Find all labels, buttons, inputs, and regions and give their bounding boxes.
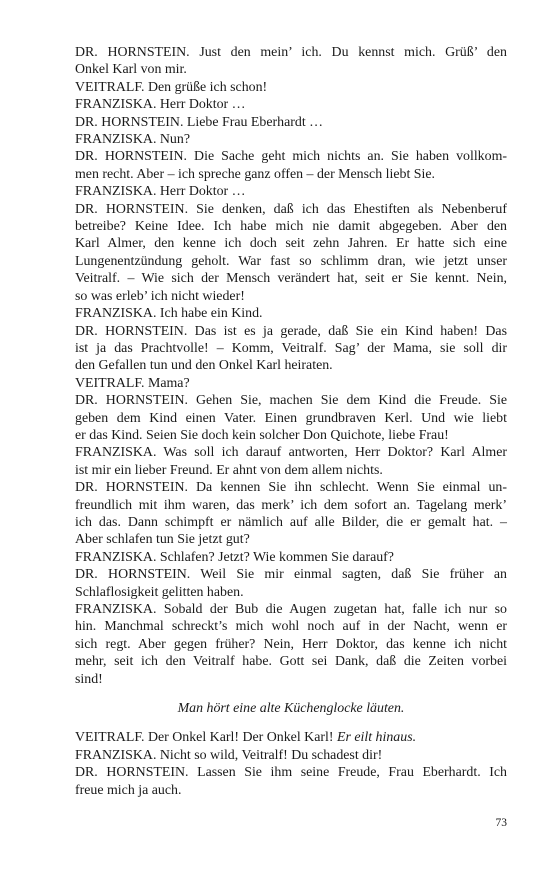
text-line: FRANZISKA. Herr Doktor … (75, 97, 246, 113)
text-line: DR. HORNSTEIN. Just den mein’ ich. Du kennst mich. Grüß’ den (75, 45, 507, 60)
text-line: DR. HORNSTEIN. Da kennen Sie ihn schlecht. Wenn Sie einmal un- (75, 480, 507, 496)
text-line: Aber schlafen tun Sie jetzt gut? (75, 532, 250, 548)
text-line: Karl Almer, den kenne ich doch seit zehn Jahren. Er hatte sich eine (75, 236, 507, 252)
page-body (75, 44, 507, 799)
text-line: FRANZISKA. Ich habe ein Kind. (75, 306, 263, 322)
text-line: FRANZISKA. Herr Doktor … (75, 184, 246, 200)
text-line: FRANZISKA. Sobald der Bub die Augen zugetan hat, falle ich nur so (75, 602, 507, 617)
text-line: hin. Manchmal schreckt’s mich wohl noch auf in der Nacht, wenn er (75, 619, 507, 635)
text-line: DR. HORNSTEIN. Sie denken, daß ich das Ehestiften als Nebenberuf (75, 201, 507, 217)
text-line (75, 747, 507, 764)
text-line: er das Kind. Seien Sie doch kein solcher Don Quichote, liebe Frau! (75, 427, 449, 443)
text-line: DR. HORNSTEIN. Gehen Sie, machen Sie dem Kind die Freude. Sie (75, 393, 507, 409)
text-line: FRANZISKA. Nun? (75, 132, 190, 148)
inline-stage-direction: Er eilt hinaus. (336, 730, 417, 746)
text-line: men recht. Aber – ich spreche ganz offen – der Mensch liebt Sie. (75, 166, 436, 182)
text-line: sind! (75, 671, 103, 687)
text-line: so was erleb’ ich nicht wieder! (75, 288, 245, 304)
text-line: VEITRALF. Mama? (75, 375, 190, 391)
text-line: DR. HORNSTEIN. Die Sache geht mich nichts an. Sie haben vollkom- (75, 149, 507, 165)
text-line (75, 764, 507, 781)
text-line: betreibe? Keine Idee. Ich habe mich nie damit abgegeben. Aber den (75, 219, 507, 235)
line-text: FRANZISKA. Nicht so wild, Veitralf! Du schadest dir! (75, 747, 383, 763)
line-text: DR. HORNSTEIN. Lassen Sie ihm seine Freude, Frau Eberhardt. Ich (75, 765, 507, 781)
stage-direction: Man hört eine alte Küchenglocke läuten. (177, 701, 405, 717)
dialogue-block (75, 44, 507, 688)
text-line: sich regt. Aber gegen früher? Nein, Herr Doktor, das kenne ich nicht (75, 636, 507, 652)
text-line: DR. HORNSTEIN. Das ist es ja gerade, daß Sie ein Kind haben! Das (75, 323, 507, 339)
dialogue-block-end (75, 729, 507, 799)
page-number: 73 (495, 817, 507, 829)
text-line: VEITRALF. Den grüße ich schon! (75, 79, 268, 95)
text-line: DR. HORNSTEIN. Weil Sie mir einmal sagten, daß Sie früher an (75, 567, 507, 583)
text-line: Onkel Karl von mir. (75, 62, 187, 78)
text-line: FRANZISKA. Schlafen? Jetzt? Wie kommen Sie darauf? (75, 549, 394, 565)
text-line: Schlaflosigkeit gelitten haben. (75, 584, 244, 600)
text-line: Veitralf. – Wie sich der Mensch verändert hat, seit er Sie kennt. Nein, (75, 271, 507, 287)
line-text: VEITRALF. Der Onkel Karl! Der Onkel Karl! (75, 730, 337, 746)
text-line: ich das. Dann schimpft er nämlich auf alle Bilder, die er gemalt hat. – (75, 514, 507, 530)
text-line (75, 782, 507, 799)
text-line: DR. HORNSTEIN. Liebe Frau Eberhardt … (75, 114, 324, 130)
text-line: ist ja das Prachtvolle! – Komm, Veitralf. Sag’ der Mama, sie soll dir (75, 340, 507, 356)
text-line: Lungenentzündung geholt. War fast so schlimm dran, wie jetzt unser (75, 253, 507, 269)
line-text: freue mich ja auch. (75, 782, 182, 798)
text-line: den Gefallen tun und den Onkel Karl heiraten. (75, 358, 333, 374)
text-line: mehr, seit ich den Veitralf habe. Gott sei Dank, daß die Zeiten vorbei (75, 654, 507, 670)
text-line: geben dem Kind einen Vater. Einen grundbraven Kerl. Und wie liebt (75, 410, 507, 426)
text-line: freundlich mit ihm waren, das merk’ ich dem sofort an. Tagelang merk’ (75, 497, 507, 513)
text-line: ist mir ein lieber Freund. Er ahnt von dem allem nichts. (75, 462, 383, 478)
text-line (75, 729, 507, 746)
text-line: FRANZISKA. Was soll ich darauf antworten, Herr Doktor? Karl Almer (75, 445, 507, 461)
